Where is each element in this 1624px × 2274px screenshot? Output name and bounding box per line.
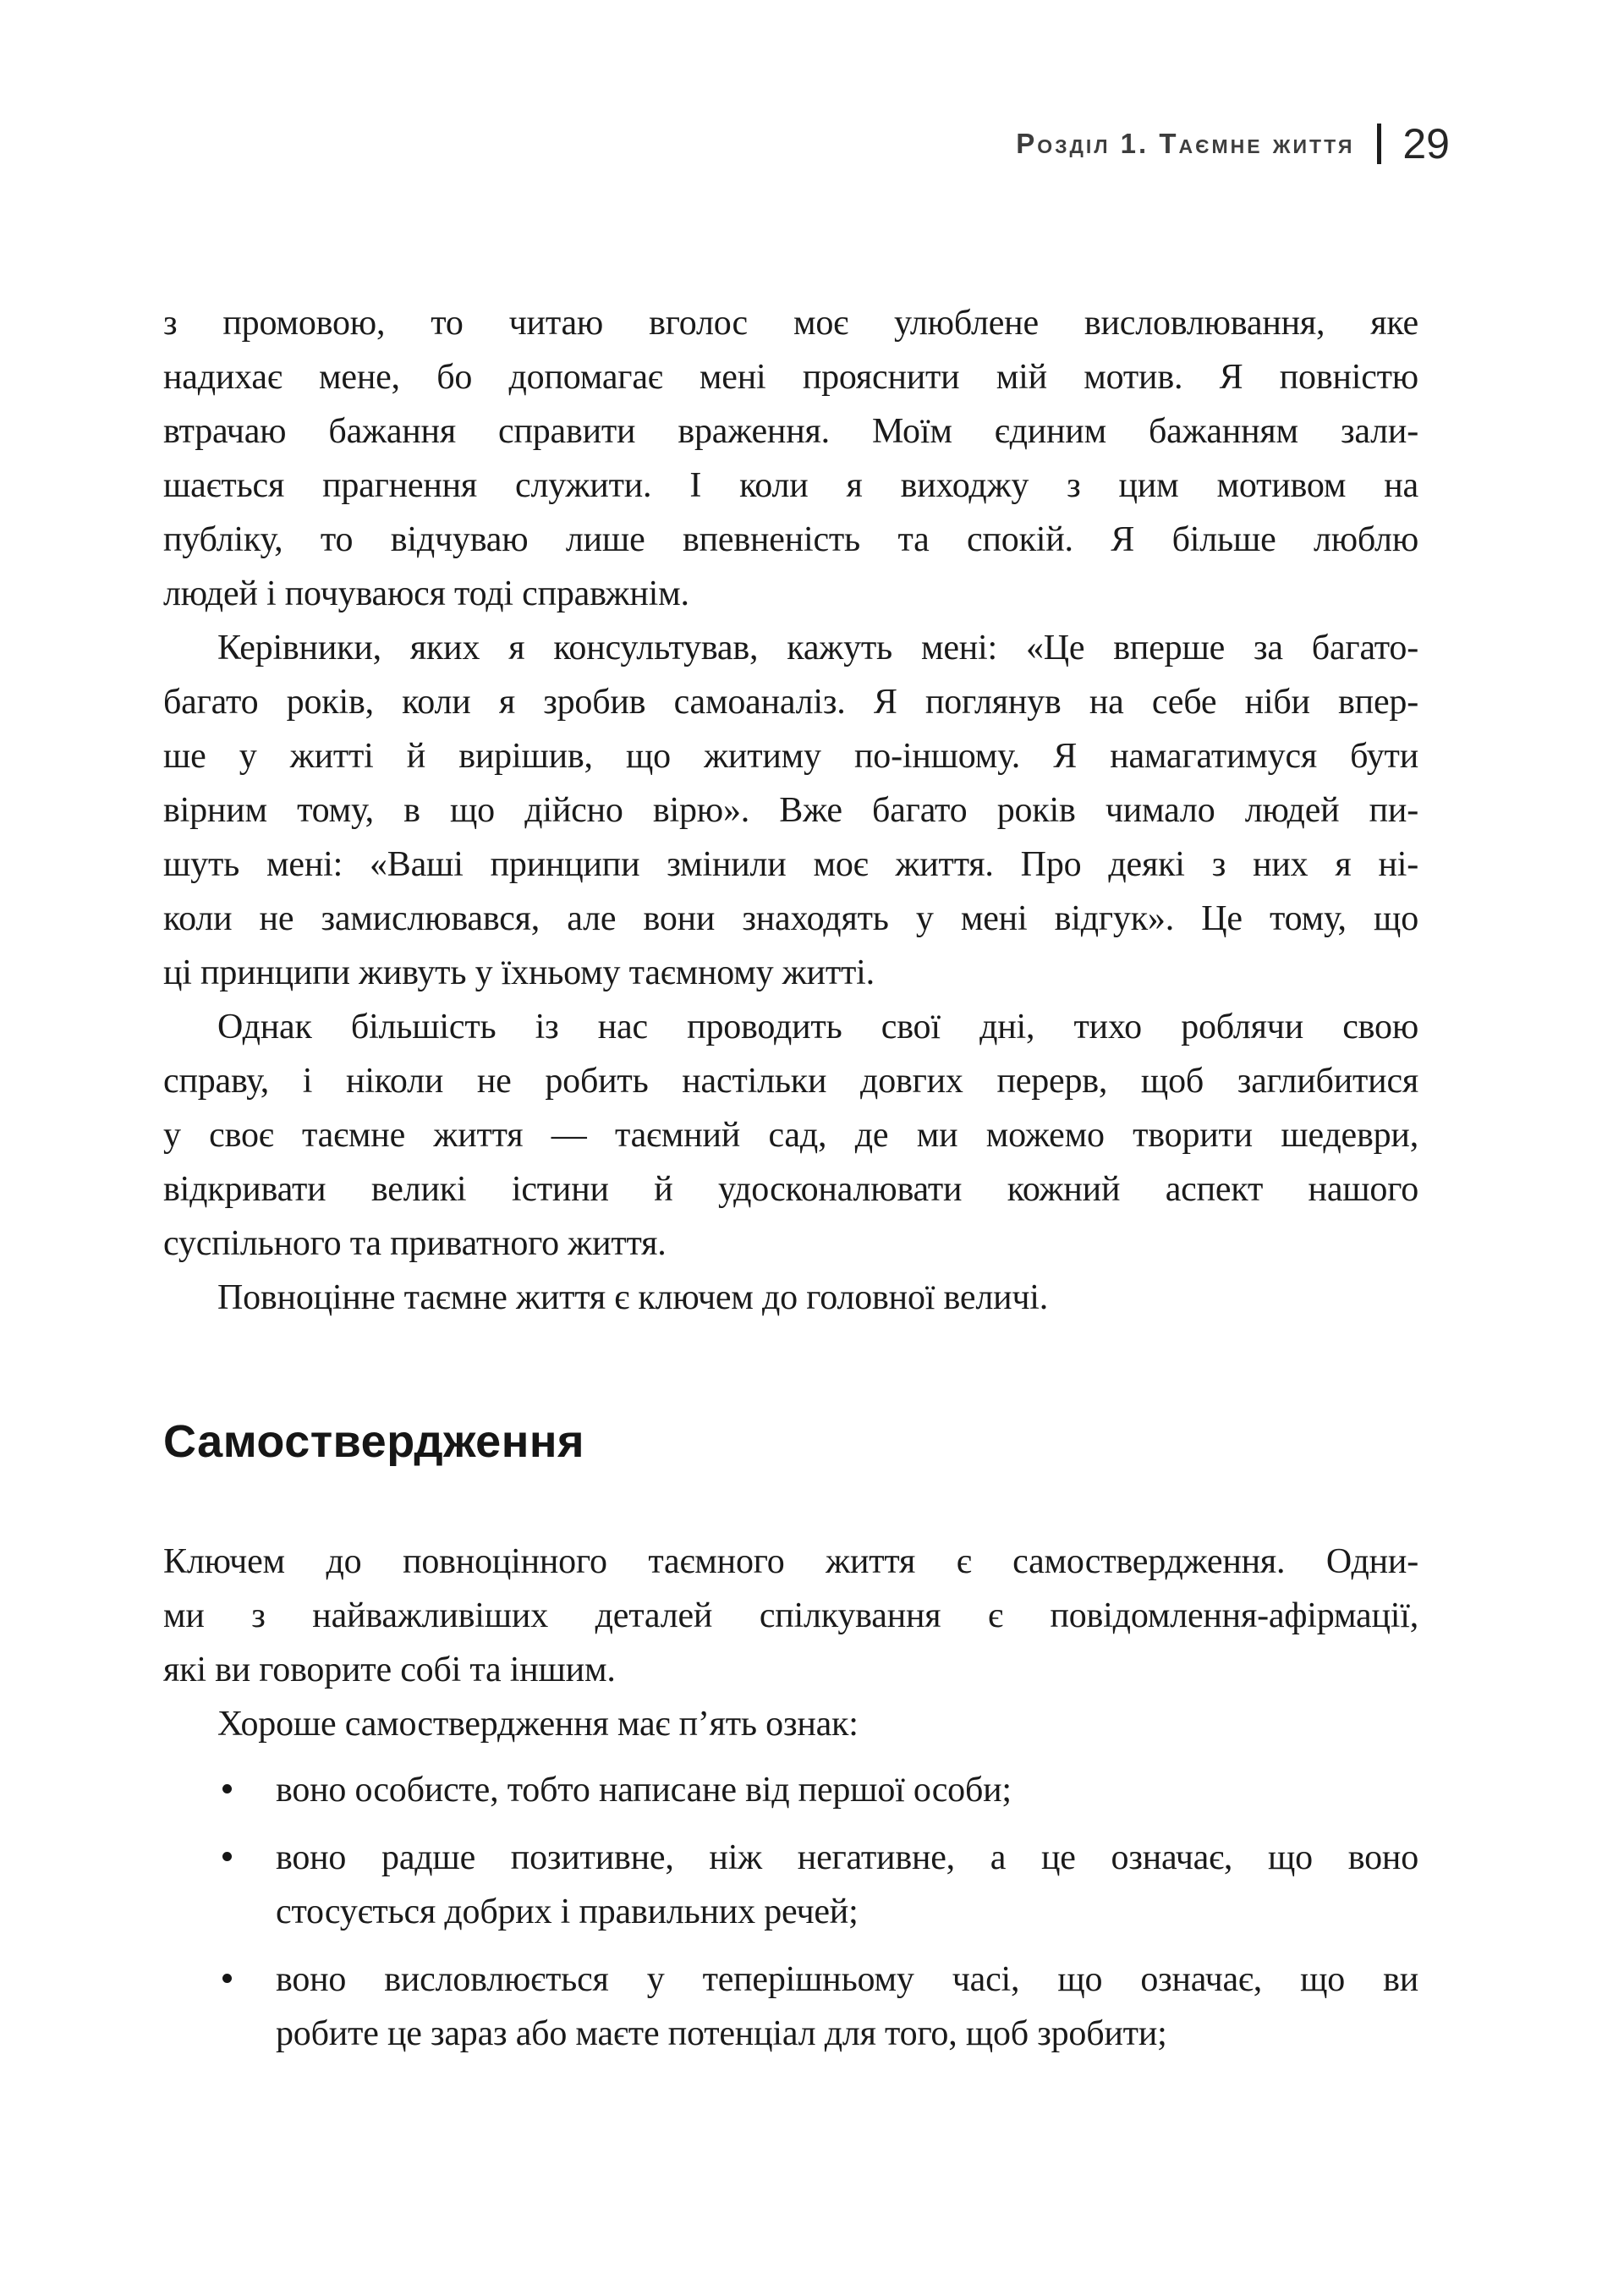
page-body	[163, 296, 1418, 2074]
body-line: справу, і ніколи не робить настільки довгих перерв, щоб заглибитися	[163, 1062, 1418, 1101]
body-line: втрачаю бажання справити враження. Моїм єдиним бажанням зали-	[163, 412, 1418, 451]
section-heading: Самоствердження	[163, 1416, 584, 1467]
bullet-line: воно радше позитивне, ніж негативне, а це означає, що воно	[276, 1838, 1418, 1877]
body-line: багато років, коли я зробив самоаналіз. Я поглянув на себе ніби впер-	[163, 683, 1418, 722]
body-line: Однак більшість із нас проводить свої дні, тихо роблячи свою	[217, 1008, 1418, 1046]
header-divider	[1377, 124, 1381, 164]
body-line: Повноцінне таємне життя є ключем до головної величі.	[217, 1278, 1049, 1317]
bullet-text	[276, 1831, 1418, 1939]
bullet-item	[163, 1953, 1418, 2061]
bullet-item	[163, 1831, 1418, 1939]
body-line: суспільного та приватного життя.	[163, 1224, 667, 1263]
bullet-item	[163, 1763, 1418, 1817]
page-number: 29	[1402, 120, 1450, 168]
body-line: шуть мені: «Ваші принципи змінили моє життя. Про деякі з них я ні-	[163, 845, 1418, 884]
body-line: ше у житті й вирішив, що житиму по-іншому. Я намагатимуся бути	[163, 737, 1418, 776]
bullet-line: воно висловлюється у теперішньому часі, що означає, що ви	[276, 1960, 1418, 1999]
body-line: відкривати великі істини й удосконалювати кожний аспект нашого	[163, 1170, 1418, 1209]
body-line: ми з найважливіших деталей спілкування є повідомлення-афірмації,	[163, 1596, 1418, 1635]
body-line: публіку, то відчуваю лише впевненість та спокій. Я більше люблю	[163, 520, 1418, 559]
bullet-text	[276, 1953, 1418, 2061]
bullet-line: робите це зараз або маєте потенціал для того, щоб зробити;	[276, 2014, 1167, 2053]
body-line: Хороше самоствердження має п’ять ознак:	[217, 1705, 859, 1744]
body-line: коли не замислювався, але вони знаходять у мені відгук». Це тому, що	[163, 899, 1418, 938]
chapter-title: Розділ 1. Таємне життя	[1016, 128, 1355, 159]
body-line: Керівники, яких я консультував, кажуть мені: «Це вперше за багато-	[217, 629, 1418, 667]
body-line: Ключем до повноцінного таємного життя є самоствердження. Одни-	[163, 1542, 1418, 1581]
body-line: людей і почуваюся тоді справжнім.	[163, 574, 689, 613]
bullet-text	[276, 1763, 1418, 1817]
running-header	[1016, 120, 1450, 168]
body-line: надихає мене, бо допомагає мені прояснити мій мотив. Я повністю	[163, 358, 1418, 397]
body-line: з промовою, то читаю вголос моє улюблене висловлювання, яке	[163, 304, 1418, 343]
bullet-dot-icon	[222, 1852, 232, 1861]
bullet-dot-icon	[222, 1974, 232, 1983]
body-line: ці принципи живуть у їхньому таємному житті.	[163, 953, 875, 992]
body-line: які ви говорите собі та іншим.	[163, 1651, 616, 1689]
bullet-line: воно особисте, тобто написане від першої особи;	[276, 1771, 1012, 1810]
body-line: шається прагнення служити. І коли я виходжу з цим мотивом на	[163, 466, 1418, 505]
body-line: у своє таємне життя — таємний сад, де ми можемо творити шедеври,	[163, 1116, 1418, 1155]
bullet-list	[163, 1763, 1418, 2061]
bullet-line: стосується добрих і правильних речей;	[276, 1892, 859, 1931]
bullet-dot-icon	[222, 1784, 232, 1793]
body-line: вірним тому, в що дійсно вірю». Вже багато років чимало людей пи-	[163, 791, 1418, 830]
